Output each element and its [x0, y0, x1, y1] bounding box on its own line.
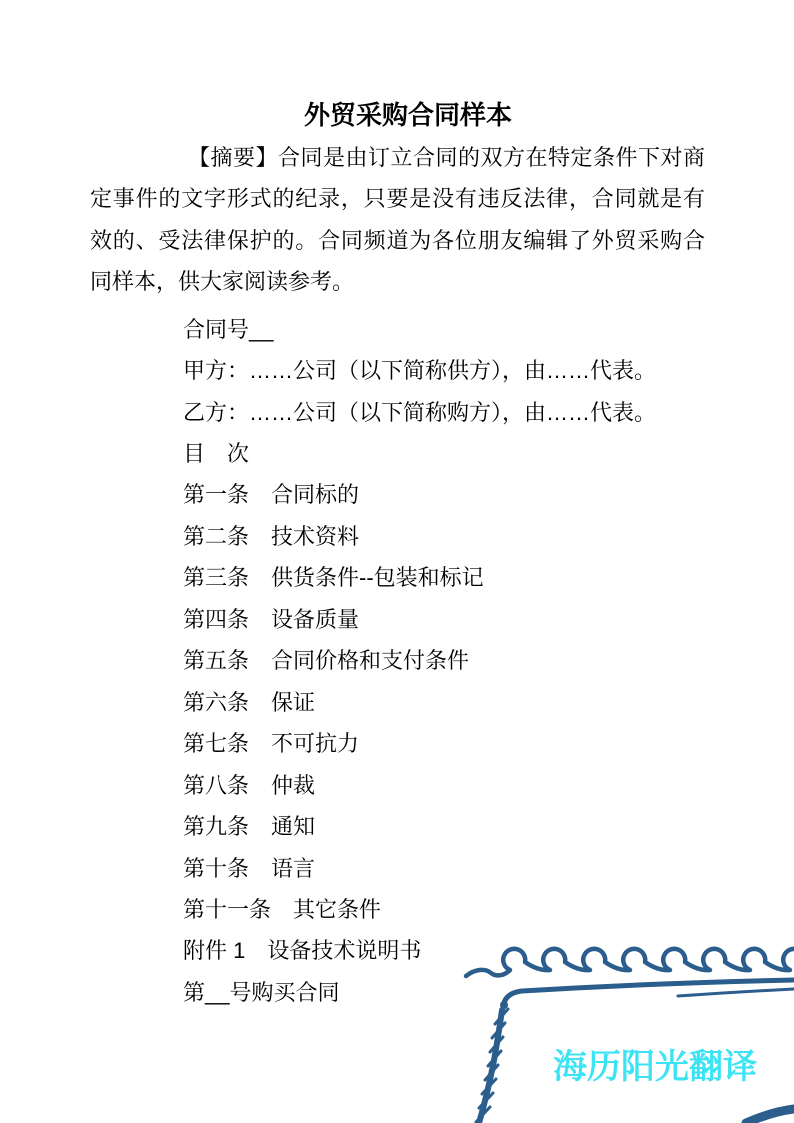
line-article-3: 第三条 供货条件--包装和标记 [183, 565, 484, 591]
line-contract-number: 合同号__ [183, 316, 274, 342]
line-article-6: 第六条 保证 [183, 689, 316, 715]
line-attachment-1: 附件 1 设备技术说明书 [183, 938, 422, 964]
frame-bottom-edge [746, 1109, 794, 1123]
sketch-frame-strokes [466, 949, 794, 1123]
line-article-2: 第二条 技术资料 [183, 523, 360, 549]
summary-paragraph: 【摘要】合同是由订立合同的双方在特定条件下对商定事件的文字形式的纪录，只要是没有违反法律，合同就是有效的、受法律保护的。合同频道为各位朋友编辑了外贸采购合同样本，供大家阅读参考。 [90, 145, 705, 295]
watermark-text: 海历阳光翻译 [553, 1048, 757, 1086]
frame-top-inner-line [678, 989, 794, 996]
line-article-1: 第一条 合同标的 [183, 482, 360, 508]
frame-corner-knot [500, 1001, 508, 1009]
line-party-a: 甲方：……公司（以下简称供方），由……代表。 [183, 358, 657, 384]
coil-loops-doodle-icon [466, 949, 794, 976]
line-article-8: 第八条 仲裁 [183, 772, 316, 798]
line-article-5: 第五条 合同价格和支付条件 [183, 648, 470, 674]
line-article-10: 第十条 语言 [183, 855, 316, 881]
line-purchase-contract-number: 第__号购买合同 [183, 979, 340, 1005]
line-article-4: 第四条 设备质量 [183, 606, 360, 632]
document-title: 外贸采购合同样本 [303, 101, 512, 130]
line-toc-heading: 目 次 [183, 440, 250, 466]
line-article-7: 第七条 不可抗力 [183, 731, 360, 757]
line-article-11: 第十一条 其它条件 [183, 896, 382, 922]
contract-table-of-contents [183, 309, 794, 1014]
line-article-9: 第九条 通知 [183, 814, 316, 840]
sketch-frame-decoration [440, 930, 794, 1123]
line-party-b: 乙方：……公司（以下简称购方），由……代表。 [183, 399, 657, 425]
frame-top-edge [503, 980, 794, 1008]
